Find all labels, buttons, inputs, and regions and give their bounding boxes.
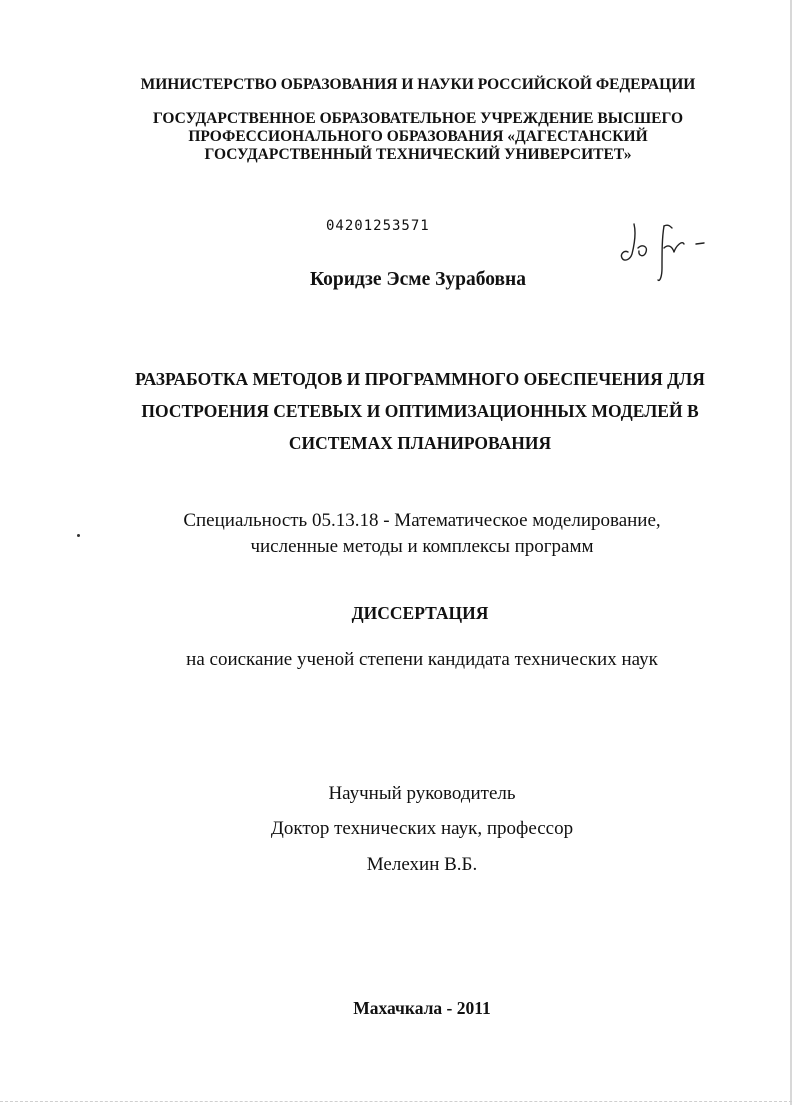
author-name: Коридзе Эсме Зурабовна — [309, 269, 527, 290]
ministry-heading: МИНИСТЕРСТВО ОБРАЗОВАНИЯ И НАУКИ РОССИЙСКОЙ ФЕДЕРАЦИИ — [140, 76, 696, 93]
city-year: Махачкала - 2011 — [353, 998, 491, 1018]
supervisor-role: Научный руководитель — [328, 783, 516, 804]
supervisor-title: Доктор технических наук, профессор — [270, 818, 574, 839]
specialty-line-1: Специальность 05.13.18 - Математическое моделирование, — [183, 510, 661, 531]
degree-line: на соискание ученой степени кандидата технических наук — [186, 649, 658, 670]
specialty-line-2: численные методы и комплексы программ — [250, 536, 594, 557]
supervisor-name: Мелехин В.Б. — [366, 854, 478, 875]
dissertation-title-line-1: РАЗРАБОТКА МЕТОДОВ И ПРОГРАММНОГО ОБЕСПЕЧЕНИЯ ДЛЯ — [135, 369, 705, 389]
institution-line-2: ПРОФЕССИОНАЛЬНОГО ОБРАЗОВАНИЯ «ДАГЕСТАНСКИЙ — [188, 128, 648, 145]
scan-edge-bottom — [0, 1101, 792, 1103]
dissertation-title-line-3: СИСТЕМАХ ПЛАНИРОВАНИЯ — [288, 433, 552, 453]
institution-line-1: ГОСУДАРСТВЕННОЕ ОБРАЗОВАТЕЛЬНОЕ УЧРЕЖДЕНИЕ ВЫСШЕГО — [152, 110, 684, 127]
registration-code: 04201253571 — [326, 218, 430, 234]
document-type: ДИССЕРТАЦИЯ — [351, 603, 489, 623]
dissertation-title-line-2: ПОСТРОЕНИЯ СЕТЕВЫХ И ОПТИМИЗАЦИОННЫХ МОДЕЛЕЙ В — [141, 401, 699, 421]
institution-line-3: ГОСУДАРСТВЕННЫЙ ТЕХНИЧЕСКИЙ УНИВЕРСИТЕТ» — [204, 146, 632, 163]
